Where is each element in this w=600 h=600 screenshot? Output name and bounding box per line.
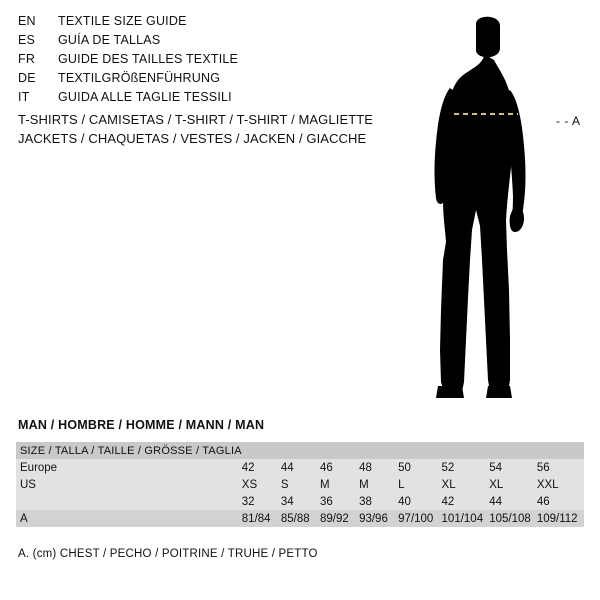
language-text: GUIDE DES TAILLES TEXTILE [58, 52, 239, 66]
table-cell: 85/88 [281, 510, 320, 527]
silhouette-svg [410, 10, 590, 405]
table-cell: XXL [537, 476, 584, 493]
row-label-a: A [16, 510, 242, 527]
table-cell: 52 [442, 459, 490, 476]
table-header-filler [359, 442, 398, 459]
table-cell: 50 [398, 459, 441, 476]
table-header-filler [537, 442, 584, 459]
table-header-filler [442, 442, 490, 459]
table-cell: 40 [398, 493, 441, 510]
garment-line-tshirts: T-SHIRTS / CAMISETAS / T-SHIRT / T-SHIRT / MAGLIETTE [18, 112, 374, 127]
row-label-us: US [16, 476, 242, 493]
row-label-blank [16, 493, 242, 510]
language-code: EN [18, 14, 36, 28]
table-cell: L [398, 476, 441, 493]
table-cell: 97/100 [398, 510, 441, 527]
table-header-row [16, 442, 584, 459]
table-cell: 81/84 [242, 510, 281, 527]
table-cell: 46 [537, 493, 584, 510]
table-cell: 42 [242, 459, 281, 476]
table-cell: 42 [442, 493, 490, 510]
language-text: TEXTILGRÖßENFÜHRUNG [58, 71, 221, 85]
table-cell: 44 [281, 459, 320, 476]
table-cell: M [359, 476, 398, 493]
language-row [18, 71, 398, 90]
table-header-filler [281, 442, 320, 459]
table-header-filler [320, 442, 359, 459]
table-row [16, 510, 584, 527]
table-row [16, 476, 584, 493]
table-cell: XL [442, 476, 490, 493]
table-header-label: SIZE / TALLA / TAILLE / GRÖSSE / TAGLIA [16, 442, 242, 459]
table-cell: 54 [489, 459, 537, 476]
language-list [18, 14, 398, 109]
table-cell: 109/112 [537, 510, 584, 527]
table-header-filler [398, 442, 441, 459]
language-code: ES [18, 33, 36, 47]
language-code: IT [18, 90, 30, 104]
male-silhouette-figure [410, 10, 590, 405]
table-header-filler [489, 442, 537, 459]
table-cell: 34 [281, 493, 320, 510]
table-cell: 32 [242, 493, 281, 510]
table-cell: 93/96 [359, 510, 398, 527]
table-cell: XS [242, 476, 281, 493]
garment-line-jackets: JACKETS / CHAQUETAS / VESTES / JACKEN / GIACCHE [18, 131, 367, 146]
table-cell: 89/92 [320, 510, 359, 527]
table-cell: 56 [537, 459, 584, 476]
table-cell: S [281, 476, 320, 493]
language-code: FR [18, 52, 36, 66]
row-label-europe: Europe [16, 459, 242, 476]
table-cell: 101/104 [442, 510, 490, 527]
table-title-man: MAN / HOMBRE / HOMME / MANN / MAN [18, 418, 265, 432]
language-row [18, 52, 398, 71]
language-text: GUIDA ALLE TAGLIE TESSILI [58, 90, 232, 104]
garment-types [18, 110, 418, 148]
table-row [16, 493, 584, 510]
table-cell: 38 [359, 493, 398, 510]
table-cell: 105/108 [489, 510, 537, 527]
table-cell: 36 [320, 493, 359, 510]
size-table [16, 442, 584, 527]
table-cell: 44 [489, 493, 537, 510]
language-text: TEXTILE SIZE GUIDE [58, 14, 187, 28]
language-text: GUÍA DE TALLAS [58, 33, 161, 47]
language-row [18, 90, 398, 109]
language-row [18, 33, 398, 52]
table-header-filler [242, 442, 281, 459]
language-code: DE [18, 71, 36, 85]
language-row [18, 14, 398, 33]
table-cell: 48 [359, 459, 398, 476]
measure-label-a: - - A [556, 114, 581, 128]
table-cell: M [320, 476, 359, 493]
table-footnote: A. (cm) CHEST / PECHO / POITRINE / TRUHE / PETTO [18, 548, 318, 560]
table-cell: XL [489, 476, 537, 493]
table-cell: 46 [320, 459, 359, 476]
table-row [16, 459, 584, 476]
